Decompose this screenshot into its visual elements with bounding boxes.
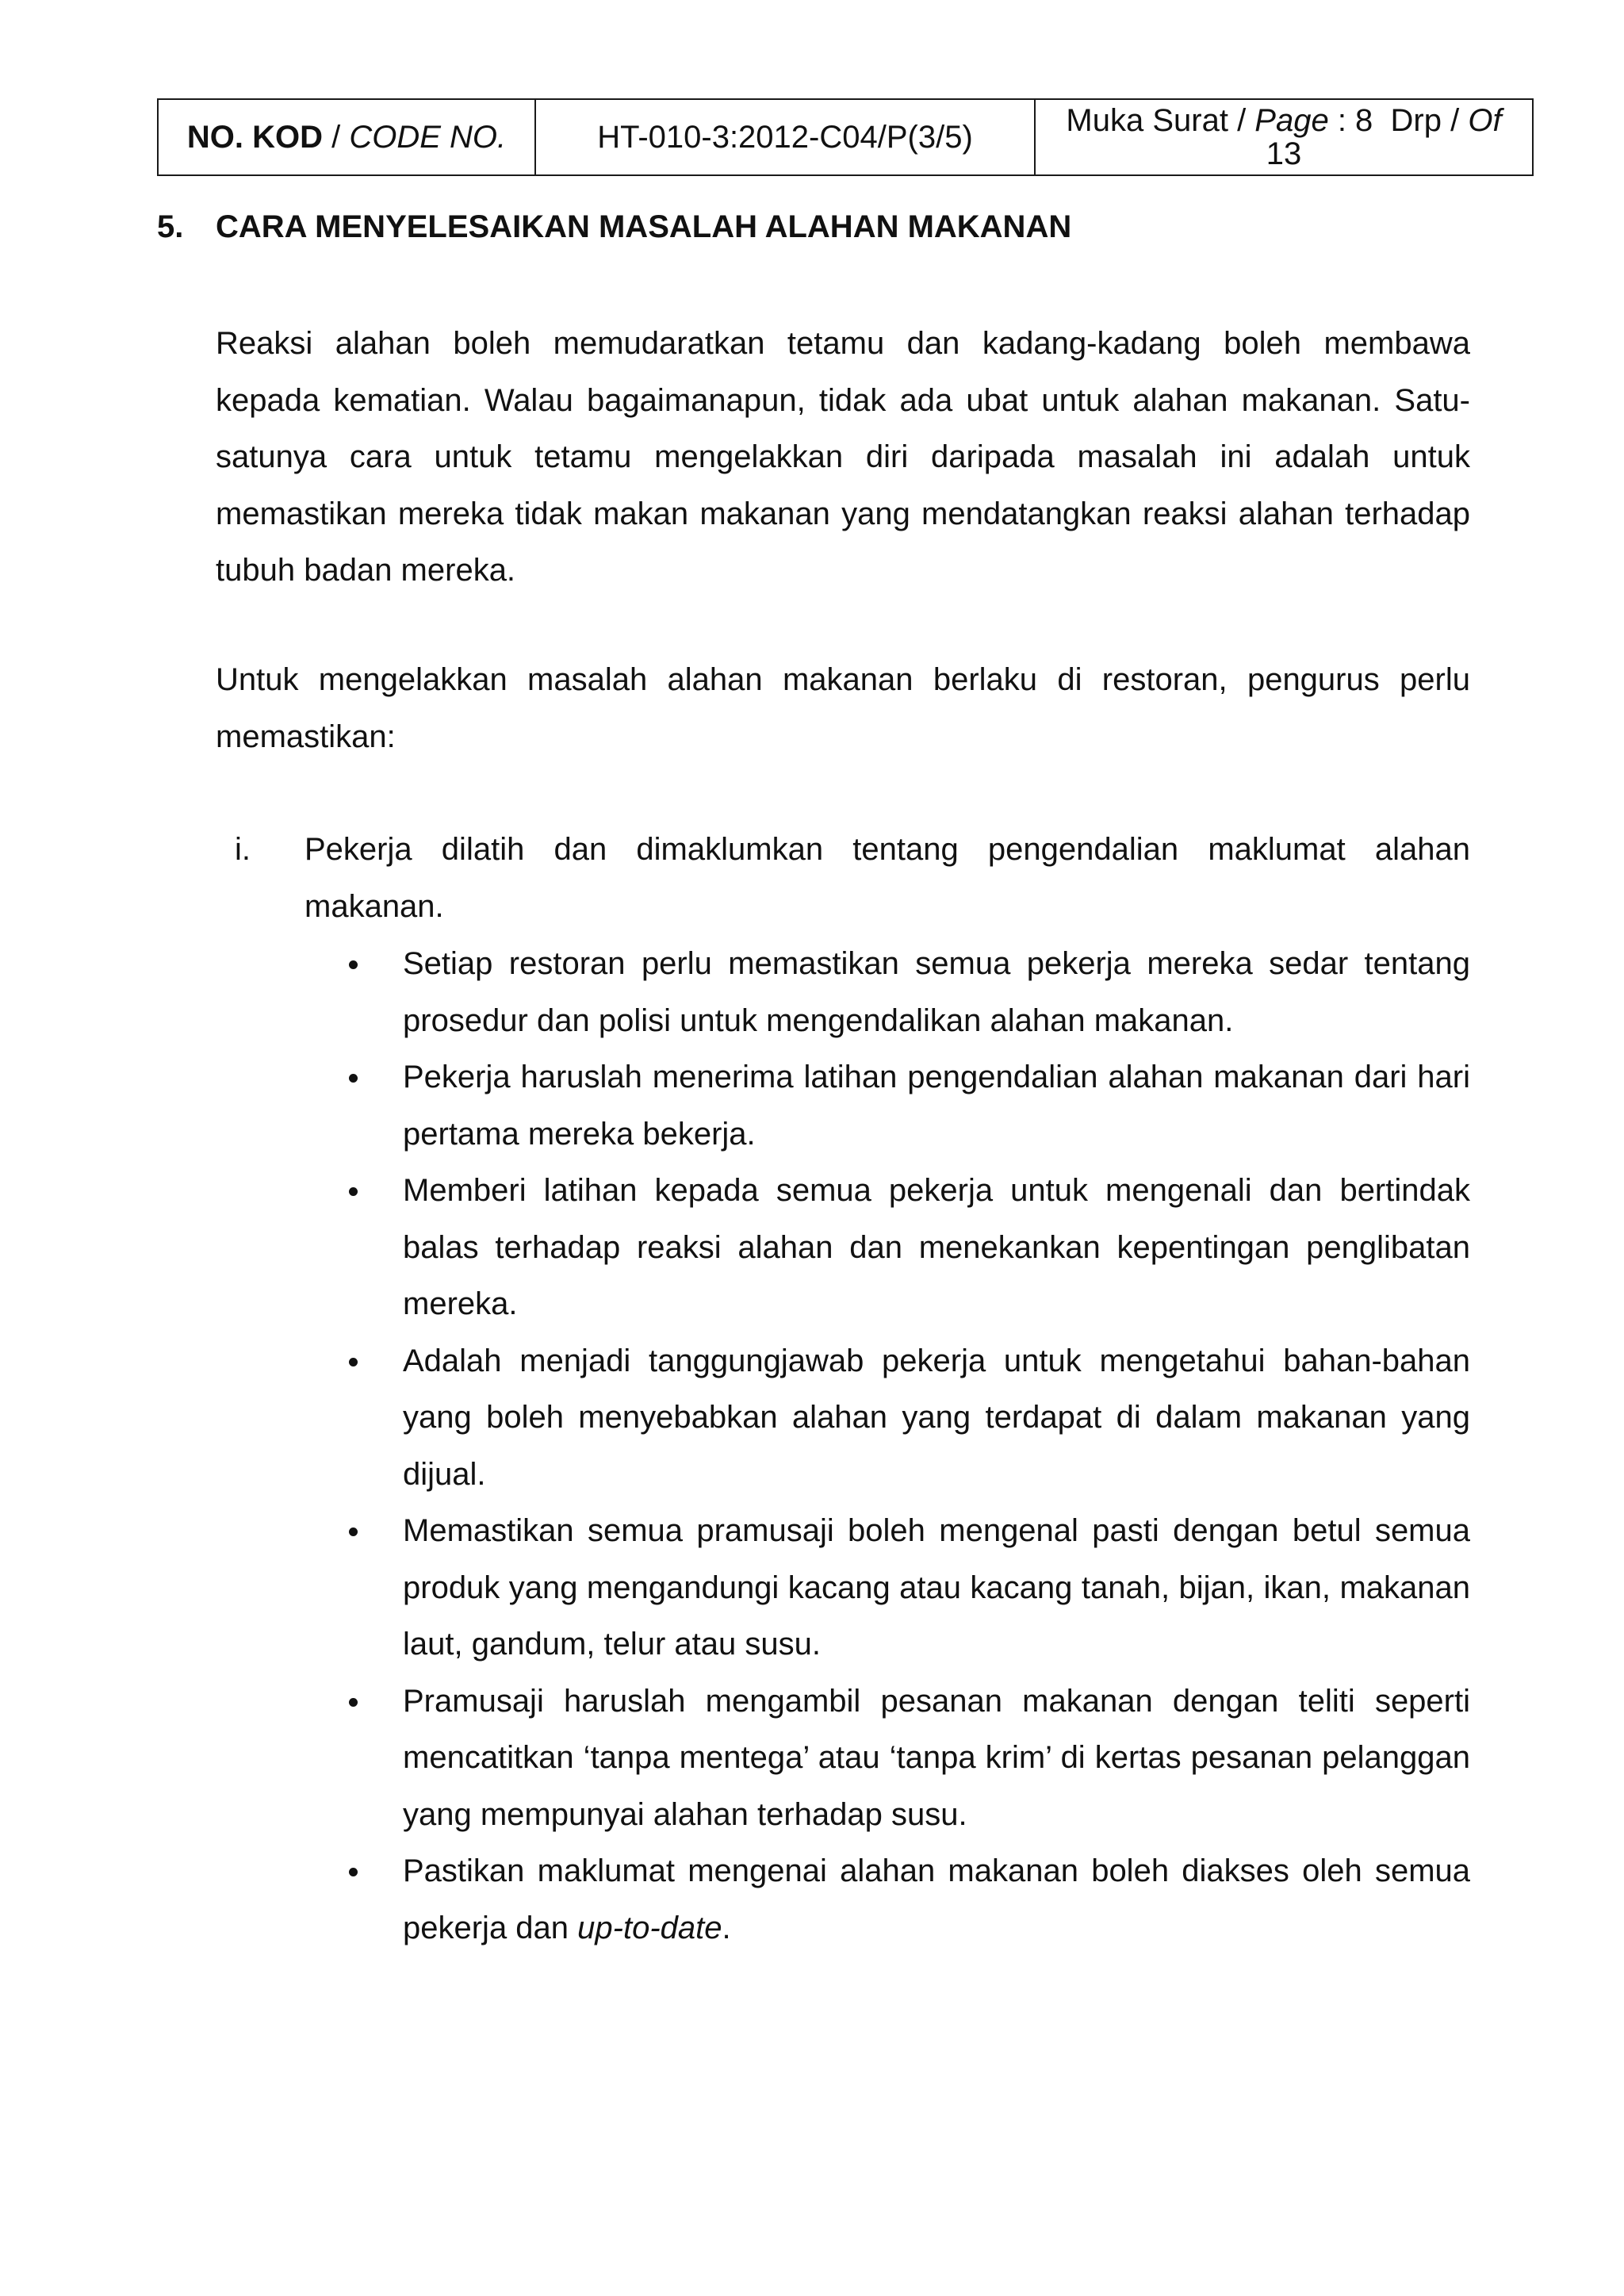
code-label-italic: CODE NO. bbox=[349, 120, 507, 155]
bullet-text: Pekerja haruslah menerima latihan pengendalian alahan makanan dari hari pertama mereka bekerja. bbox=[403, 1060, 1470, 1152]
bullet-text: Adalah menjadi tanggungjawab pekerja untuk mengetahui bahan-bahan yang boleh menyebabkan alahan yang terdapat di dalam makanan yang dijual. bbox=[403, 1343, 1470, 1492]
bullet-item bbox=[349, 1163, 1470, 1333]
page-prefix: Muka Surat / bbox=[1066, 103, 1255, 138]
bullet-item bbox=[349, 1049, 1470, 1163]
bullet-icon bbox=[349, 1074, 358, 1083]
bullet-text: Memastikan semua pramusaji boleh mengenal pasti dengan betul semua produk yang mengandungi kacang atau kacang tanah, bijan, ikan, makanan laut, gandum, telur atau susu. bbox=[403, 1513, 1470, 1662]
bullet-text-italic: up-to-date bbox=[577, 1910, 722, 1945]
section-title: CARA MENYELESAIKAN MASALAH ALAHAN MAKANAN bbox=[216, 209, 1072, 244]
bullet-text: Setiap restoran perlu memastikan semua pekerja mereka sedar tentang prosedur dan polisi untuk mengendalikan alahan makanan. bbox=[403, 946, 1470, 1038]
bullet-icon bbox=[349, 1868, 358, 1876]
bullet-icon bbox=[349, 1358, 358, 1366]
code-label-bold: NO. KOD bbox=[186, 120, 323, 155]
bullet-icon bbox=[349, 1187, 358, 1196]
bullet-list bbox=[349, 936, 1470, 1957]
page-total: 13 bbox=[1266, 136, 1302, 171]
bullet-icon bbox=[349, 1698, 358, 1707]
section-heading bbox=[157, 209, 1071, 245]
page-mid: : 8 Drp / bbox=[1328, 103, 1469, 138]
page-word: Page bbox=[1254, 103, 1329, 138]
bullet-item bbox=[349, 936, 1470, 1049]
code-value: HT-010-3:2012-C04/P(3/5) bbox=[597, 120, 973, 155]
bullet-item bbox=[349, 1673, 1470, 1844]
code-label-cell bbox=[158, 99, 535, 175]
list-item bbox=[216, 822, 1470, 935]
bullet-item bbox=[349, 1503, 1470, 1673]
bullet-icon bbox=[349, 960, 358, 969]
bullet-item bbox=[349, 1843, 1470, 1957]
bullet-text-after: . bbox=[722, 1910, 731, 1945]
list-item-text: Pekerja dilatih dan dimaklumkan tentang pengendalian maklumat alahan makanan. bbox=[304, 832, 1470, 924]
document-header-table bbox=[157, 98, 1534, 176]
bullet-text-before: Pastikan maklumat mengenai alahan makanan boleh diakses oleh semua pekerja dan bbox=[403, 1853, 1470, 1945]
code-value-cell bbox=[535, 99, 1035, 175]
list-item-numeral: i. bbox=[235, 832, 251, 867]
manager-paragraph: Untuk mengelakkan masalah alahan makanan berlaku di restoran, pengurus perlu memastikan: bbox=[216, 662, 1470, 754]
of-word: Of bbox=[1468, 103, 1502, 138]
bullet-item bbox=[349, 1333, 1470, 1504]
code-label-separator: / bbox=[322, 120, 350, 155]
bullet-text: Pramusaji haruslah mengambil pesanan makanan dengan teliti seperti mencatitkan ‘tanpa mentega’ atau ‘tanpa krim’ di kertas pesanan pelanggan yang mempunyai alahan terhadap susu. bbox=[403, 1683, 1470, 1832]
bullet-text: Memberi latihan kepada semua pekerja untuk mengenali dan bertindak balas terhadap reaksi alahan dan menekankan kepentingan penglibatan mereka. bbox=[403, 1173, 1470, 1321]
section-number: 5. bbox=[157, 209, 184, 244]
page-number-cell bbox=[1035, 99, 1533, 175]
intro-paragraph: Reaksi alahan boleh memudaratkan tetamu dan kadang-kadang boleh membawa kepada kematian. Walau bagaimanapun, tidak ada ubat untuk alahan makanan. Satu-satunya cara untuk tetamu mengelakkan diri daripada masalah ini adalah untuk memastikan mereka tidak makan makanan yang mendatangkan reaksi alahan terhadap tubuh badan mereka. bbox=[216, 326, 1470, 588]
bullet-icon bbox=[349, 1527, 358, 1536]
